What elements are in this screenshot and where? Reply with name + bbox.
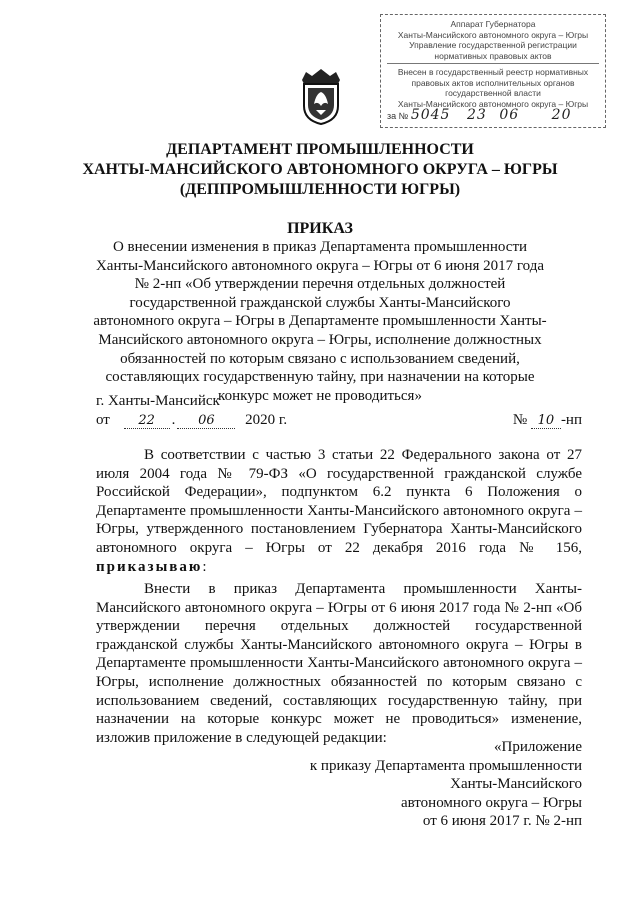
body-paragraph-1 [96, 446, 582, 576]
stamp-reg-number: 5045 [410, 106, 451, 123]
document-title: ПРИКАЗ [287, 220, 353, 237]
stamp-line: нормативных правовых актов [434, 50, 552, 61]
stamp-reg-month: 06 [499, 106, 520, 123]
stamp-line: государственной власти [445, 88, 541, 98]
stamp-line: Управление государственной регистрации [409, 40, 577, 50]
order-command: приказываю [96, 558, 203, 575]
date-year: 2020 г. [245, 412, 288, 428]
document-date-line [96, 412, 582, 432]
department-short-name: (ДЕППРОМЫШЛЕННОСТИ ЮГРЫ) [179, 181, 461, 198]
number-value: 10 [531, 413, 561, 429]
stamp-reg-prefix: за № [387, 110, 409, 121]
document-date: от 22 . 06 2020 г. [96, 412, 288, 428]
stamp-line: Ханты-Мансийского автономного округа – Югры [397, 29, 589, 40]
document-place: г. Ханты-Мансийск [96, 393, 220, 409]
appendix-line: к приказу Департамента промышленности [309, 757, 582, 774]
stamp-registration-line [387, 106, 599, 123]
stamp-line: Ханты-Мансийского автономного округа – Югры [397, 98, 589, 109]
date-prefix: от [96, 412, 110, 428]
coat-of-arms-icon [296, 66, 346, 126]
appendix-line: «Приложение [493, 739, 582, 755]
body-paragraph-2: Внести в приказ Департамента промышленности Ханты-Мансийского автономного округа – Югры от 6 июня 2017 года № 2-нп «Об утверждении перечня отдельных должностей государственной гражданской службы Ханты-Мансийского автономного округа – Югры в Департаменте промышленности Ханты-Мансийского автономного округа – Югры, исполнение должностных обязанностей по которым связано с использованием сведений, составляющих государственную тайну, при назначении на которые конкурс может не проводиться» изменение, изложив приложение в следующей редакции: [96, 581, 582, 746]
stamp-reg-day: 23 [466, 106, 487, 123]
paragraph-text: В соответствии с частью 3 статьи 22 Федерального закона от 27 июля 2004 года № 79-ФЗ «О государственной гражданской службе Российской Федерации», подпунктом 6.2 пункта 6 Положения о Департаменте промышленности Ханты-Мансийского автономного округа – Югры, утвержденного постановлением Губернатора Ханты-Мансийского автономного округа – Югры от 22 декабря 2016 года № 156, [96, 447, 582, 556]
stamp-divider [387, 63, 599, 64]
appendix-line: Ханты-Мансийского [450, 776, 582, 793]
stamp-reg-year: 20 [551, 106, 572, 123]
number-prefix: № [512, 412, 528, 428]
date-day: 22 [124, 413, 170, 429]
department-name: ДЕПАРТАМЕНТ ПРОМЫШЛЕННОСТИ [166, 141, 474, 158]
appendix-heading [262, 738, 582, 831]
paragraph-end: : [202, 558, 207, 575]
department-region: ХАНТЫ-МАНСИЙСКОГО АВТОНОМНОГО ОКРУГА – ЮГРЫ [82, 161, 558, 178]
appendix-line: автономного округа – Югры [400, 794, 582, 811]
stamp-line: Внесен в государственный реестр нормативных [397, 67, 589, 77]
document-number [513, 412, 582, 429]
number-suffix: -нп [560, 412, 582, 428]
stamp-line: Аппарат Губернатора [450, 19, 536, 29]
stamp-line: правовых актов исполнительных органов [411, 77, 575, 88]
registration-stamp [380, 14, 606, 128]
date-month: 06 [177, 413, 235, 429]
appendix-line: от 6 июня 2017 г. № 2-нп [422, 813, 582, 830]
document-subject: О внесении изменения в приказ Департамента промышленности Ханты-Мансийского автономного округа – Югры от 6 июня 2017 года № 2-нп «Об утверждении перечня отдельных должностей государственной гражданской службы Ханты-Мансийского автономного округа – Югры в Департаменте промышленности Ханты-Мансийского автономного округа – Югры, исполнение должностных обязанностей по которым связано с использованием сведений, составляющих государственную тайну, при назначении на которые конкурс может не проводиться» [93, 239, 547, 404]
